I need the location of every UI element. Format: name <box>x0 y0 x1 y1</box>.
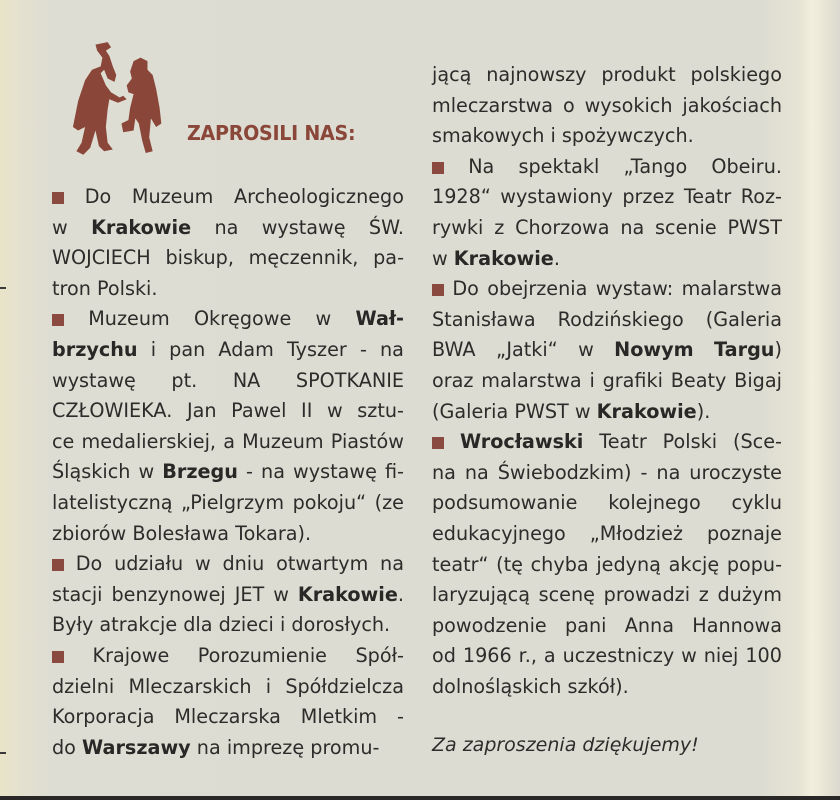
text-line <box>432 366 782 397</box>
text-line <box>432 152 782 183</box>
word: NA <box>232 368 261 392</box>
word: (tę <box>496 552 523 576</box>
word: Teatr <box>683 185 732 209</box>
text-line <box>432 335 782 366</box>
word: w <box>273 582 289 606</box>
word: popu- <box>726 552 782 576</box>
word: Muzeum <box>88 307 170 331</box>
word: Spółdzielcza <box>285 674 404 698</box>
word: cyklu <box>731 491 782 515</box>
bullet-square-icon <box>52 192 64 204</box>
bullet-square-icon <box>432 284 444 296</box>
word: z <box>698 583 709 607</box>
word: na <box>656 460 681 484</box>
text-line <box>52 733 404 764</box>
word: „Tango <box>623 154 688 178</box>
word: Jan <box>186 399 217 423</box>
word: malarstwa <box>481 368 582 392</box>
text-line <box>432 305 782 336</box>
word: Polski <box>662 430 718 454</box>
word: Nowym <box>614 338 694 362</box>
word: sztu- <box>357 399 404 423</box>
word: CZŁOWIEKA. <box>52 399 173 423</box>
word: Na <box>468 154 495 178</box>
word: Mletkim <box>300 705 378 729</box>
word: wystawę <box>52 368 136 392</box>
word: wystawiony <box>500 185 613 209</box>
word: Archeologicznego <box>234 185 404 208</box>
text-run: zbiorów Bolesława Tokara). <box>52 521 312 545</box>
word: „Pielgrzym <box>181 490 285 514</box>
text-run: tron Polski. <box>52 276 158 300</box>
word: uroczyste <box>689 460 782 484</box>
text-line <box>432 458 782 489</box>
word: dzielni <box>52 674 115 698</box>
word: II <box>301 399 313 423</box>
word: Obeiru. <box>711 154 782 178</box>
text-line <box>432 182 782 213</box>
right-column <box>432 60 782 702</box>
word: i <box>589 368 595 392</box>
word: teatr“ <box>432 552 489 576</box>
bullet-square-icon <box>52 651 64 663</box>
text-line <box>52 641 404 672</box>
text-line <box>52 549 404 580</box>
place-name: Krakowie <box>596 399 697 423</box>
word: Piastów <box>330 429 404 453</box>
word: brzychu <box>52 337 138 361</box>
word: w <box>681 644 697 668</box>
word: Targu) <box>714 338 782 362</box>
word: na <box>380 552 404 576</box>
word: Tyszer <box>286 337 347 361</box>
bottom-border <box>0 796 840 800</box>
text-line <box>432 550 782 581</box>
word: na <box>214 215 239 239</box>
word: wysokich <box>584 93 673 117</box>
text-line <box>52 580 404 611</box>
word: otwartym <box>276 552 369 576</box>
word: Chorzowa <box>515 215 610 239</box>
text-run: do <box>52 735 83 759</box>
text-line <box>432 60 782 91</box>
word: Korporacja <box>52 705 155 729</box>
text-line <box>432 580 782 611</box>
text-line <box>432 488 782 519</box>
word: w <box>52 215 68 239</box>
left-column <box>52 182 404 763</box>
word: Pawel <box>231 399 287 423</box>
word: na <box>261 460 285 484</box>
word: w <box>138 460 155 484</box>
text-line <box>52 488 404 519</box>
word: stacji <box>52 582 103 606</box>
text-line <box>52 519 404 550</box>
word: laryzującą <box>432 583 530 607</box>
text-run: w <box>432 246 454 270</box>
text-run: dolnośląskich szkół). <box>432 674 629 698</box>
section-heading: ZAPROSILI NAS: <box>187 121 356 145</box>
word: 1928“ <box>432 185 491 209</box>
closing-thanks: Za zaproszenia dziękujemy! <box>432 734 699 756</box>
word: i <box>265 674 272 698</box>
word: na <box>620 215 645 239</box>
word: rywki <box>432 215 484 239</box>
text-line <box>52 427 404 458</box>
bullet-square-icon <box>52 314 64 326</box>
word: powodzenie <box>432 613 547 637</box>
word: (Sce- <box>733 430 782 454</box>
word: malarstwa <box>681 277 782 301</box>
word: jedyną <box>596 552 661 576</box>
word: i <box>150 337 157 361</box>
word: oraz <box>432 368 474 392</box>
word: pt. <box>171 368 198 392</box>
text-line <box>432 611 782 642</box>
place-name: Warszawy <box>82 735 191 759</box>
word: Muzeum <box>131 185 214 208</box>
word: (Galeria <box>705 307 782 331</box>
word: obejrzenia <box>487 277 588 301</box>
word: a <box>223 429 235 453</box>
word: wystawę <box>293 460 377 484</box>
word: Adam <box>218 337 274 361</box>
word: produkt <box>601 63 676 86</box>
word: uczestniczy <box>562 644 675 668</box>
two-figures-greeting-icon <box>66 40 170 162</box>
word: kolejnego <box>608 491 701 515</box>
text-line <box>52 457 404 488</box>
word: pokoju“ <box>292 490 367 514</box>
word: 1966 <box>462 644 512 668</box>
word: Wał- <box>355 307 404 331</box>
text-line <box>52 366 404 397</box>
word: w <box>578 338 594 362</box>
text-run: smakowych i spożywczych. <box>432 124 694 148</box>
text-line <box>432 427 782 458</box>
word: scenie <box>655 215 717 239</box>
word: SPOTKANIE <box>295 368 404 392</box>
word: przez <box>622 185 675 209</box>
word: pani <box>565 613 607 637</box>
word: Mleczarska <box>174 705 281 729</box>
word: jakościach <box>682 93 782 117</box>
word: na <box>380 337 404 361</box>
word: Beaty <box>670 368 727 392</box>
text-line <box>52 702 404 733</box>
word: na <box>464 460 489 484</box>
word: Do <box>452 277 479 301</box>
word: Hannowa <box>692 613 782 637</box>
word: Brzegu <box>162 460 238 484</box>
word: poznaje <box>706 521 782 545</box>
text-line <box>52 243 404 274</box>
text-line <box>432 641 782 672</box>
word: r., <box>518 644 537 668</box>
word: Mleczarskich <box>128 674 252 698</box>
bullet-square-icon <box>432 162 444 174</box>
word: Śląskich <box>52 460 131 484</box>
word: najnowszy <box>486 63 587 86</box>
word: „Jatki“ <box>495 338 558 362</box>
text-line <box>432 274 782 305</box>
word: Krajowe <box>92 643 170 667</box>
text-line <box>432 91 782 122</box>
word: - <box>397 705 404 729</box>
word: akcję <box>668 552 720 576</box>
word: pan <box>169 337 206 361</box>
text-run: na imprezę promu- <box>190 735 380 759</box>
bullet-square-icon <box>52 559 64 571</box>
margin-mark <box>0 752 6 754</box>
word: JET <box>234 582 265 606</box>
word: Świebodzkim) <box>497 460 632 484</box>
word: polskiego <box>690 63 782 86</box>
word: jącą <box>432 63 472 86</box>
word: podsumowanie <box>432 491 578 515</box>
word: z <box>494 215 505 239</box>
text-line <box>432 244 782 275</box>
word: w <box>315 307 332 331</box>
text-line <box>52 304 404 335</box>
word: grafiki <box>602 368 663 392</box>
bullet-square-icon <box>432 437 444 449</box>
word: męczennik, <box>248 246 359 270</box>
word: (ze <box>374 490 404 514</box>
word: 100 <box>745 644 782 668</box>
text-line <box>52 213 404 244</box>
word: niej <box>703 644 739 668</box>
word: ŚW. <box>368 215 404 239</box>
text-line <box>432 397 782 428</box>
word: chyba <box>530 552 589 576</box>
word: udziału <box>114 552 184 576</box>
text-run: Były atrakcje dla dzieci i dorosłych. <box>52 613 391 637</box>
text-line <box>52 396 404 427</box>
word: Anna <box>624 613 674 637</box>
word: o <box>562 93 575 117</box>
place-name: Krakowie <box>453 246 554 270</box>
word: wystaw: <box>595 277 674 301</box>
word: od <box>432 644 456 668</box>
word: pa- <box>373 246 404 270</box>
word: Muzeum <box>242 429 324 453</box>
word: na <box>432 460 456 484</box>
word: a <box>543 644 556 668</box>
word: mleczarstwa <box>432 93 554 117</box>
word: - <box>640 460 648 484</box>
margin-mark <box>0 287 6 289</box>
text-run: (Galeria PWST w <box>432 399 597 423</box>
word: Porozumienie <box>197 643 327 667</box>
word: prowadzi <box>603 583 691 607</box>
word: Teatr <box>599 430 647 454</box>
word: Rodzińskiego <box>557 307 684 331</box>
word: Krakowie <box>91 215 192 239</box>
word: benzynowej <box>111 582 226 606</box>
word: edukacyjnego <box>432 521 566 545</box>
word: w <box>326 399 343 423</box>
text-line <box>432 121 782 152</box>
word: Spół- <box>355 643 404 667</box>
word: biskup, <box>165 246 234 270</box>
word: BWA <box>432 338 476 362</box>
word: latelistyczną <box>52 490 173 514</box>
word: Stanisława <box>432 307 536 331</box>
word: Okręgowe <box>193 307 292 331</box>
word: Krakowie. <box>297 582 404 606</box>
word: dużym <box>717 583 782 607</box>
text-line <box>52 182 404 213</box>
word: - <box>359 337 367 361</box>
word: - <box>246 460 253 484</box>
word: PWST <box>727 215 782 239</box>
text-run: . <box>553 246 560 270</box>
word: Bigaj <box>734 368 782 392</box>
text-line <box>432 213 782 244</box>
word: Wrocławski <box>459 430 584 454</box>
word: ce <box>52 429 75 453</box>
text-line <box>432 672 782 703</box>
word: spektakl <box>518 154 600 178</box>
word: Do <box>75 552 103 576</box>
word: w <box>194 552 211 576</box>
word: fi- <box>384 460 404 484</box>
word: medalierskiej, <box>81 429 217 453</box>
word: WOJCIECH <box>52 246 151 270</box>
text-line <box>52 335 404 366</box>
text-run: ). <box>696 399 711 423</box>
word: „Młodzież <box>589 521 683 545</box>
word: Roz- <box>740 185 782 209</box>
word: dniu <box>222 552 265 576</box>
text-line <box>52 610 404 641</box>
word: Do <box>84 185 112 208</box>
text-line <box>52 274 404 305</box>
word: scenę <box>538 583 595 607</box>
text-line <box>52 672 404 703</box>
text-line <box>432 519 782 550</box>
word: wystawę <box>261 215 346 239</box>
